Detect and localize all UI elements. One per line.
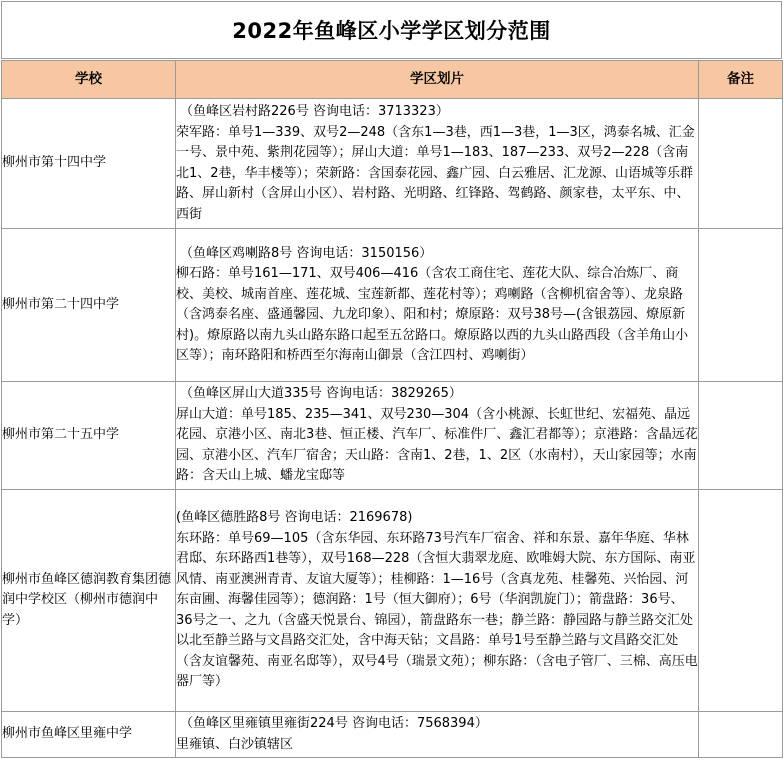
district-area: 东环路：单号69—105（含东华园、东环路73号汽车厂宿舍、祥和东景、嘉年华庭、华林君邸、东环路西1巷等），双号168—228（含恒大翡翠龙庭、欧唯姆大院、东方国际、南亚风情、南亚澳洲青青、友谊大厦等）；桂柳路：1—16号（含真龙苑、桂馨苑、兴怡园、河东亩圃、海馨佳园等）；德润路：1号（恒大御府）；6号（华润凯旋门）；箭盘路：36号、36号之一、之九（含盛天悦景台、锦园），箭盘路东一巷；静兰路：静园路与静兰路交汇处以北至静兰路与文昌路交汇处，含中海天钻；文昌路：单号1号至静兰路与文昌路交汇处（含友谊馨苑、南亚名邸等），双号4号（瑞景文苑）；柳东路：（含电子管厂、三棉、高压电器厂等）: [176, 530, 698, 690]
district-cell: [176, 382, 699, 490]
note-cell: [699, 382, 783, 490]
district-cell: [176, 99, 699, 229]
table-row: [2, 490, 783, 712]
school-contact: （鱼峰区里雍镇里雍街224号 咨询电话：7568394）: [180, 716, 488, 731]
district-cell: [176, 229, 699, 382]
school-contact: (鱼峰区德胜路8号 咨询电话：2169678): [176, 510, 413, 526]
table-row: [2, 382, 783, 490]
school-contact: （鱼峰区鸡喇路8号 咨询电话：3150156）: [180, 245, 433, 261]
note-cell: [699, 99, 783, 229]
header-school: 学校: [2, 61, 176, 99]
district-area: 柳石路：单号161—171、双号406—416（含农工商住宅、莲花大队、综合冶炼厂、商校、美校、城南首座、莲花城、宝莲新都、莲花村等）；鸡喇路（含柳机宿舍等）、龙泉路（含鸿泰名座、盛通馨园、九龙印象）、阳和村；燎原路：双号38号—(含银荔园、燎原新村)。燎原路以南九头山路东路口起至五岔路口。燎原路以西的九头山路西段（含羊角山小区等）；南环路阳和桥西至尔海南山御景（含江四村、鸡喇街）: [176, 266, 689, 363]
note-cell: [699, 229, 783, 382]
district-area: 里雍镇、白沙镇辖区: [176, 736, 294, 752]
district-table: [1, 60, 783, 758]
note-cell: [699, 712, 783, 758]
district-cell: [176, 490, 699, 712]
school-contact: （鱼峰区屏山大道335号 咨询电话：3829265）: [180, 386, 462, 402]
school-name: 柳州市第十四中学: [2, 99, 176, 229]
table-row: [2, 229, 783, 382]
school-name: 柳州市第二十四中学: [2, 229, 176, 382]
table-header-row: [2, 61, 783, 99]
school-name: 柳州市鱼峰区德润教育集团德润中学校区（柳州市德润中学）: [2, 490, 176, 712]
note-cell: [699, 490, 783, 712]
district-area: 屏山大道：单号185、235—341、双号230—304（含小桃源、长虹世纪、宏福苑、晶远花园、京港小区、南北3巷、恒正楼、汽车厂、标准件厂、鑫汇君都等）；京港路：含晶远花园、京港小区、汽车厂宿舍；天山路：含南1、2巷，1、2区（水南村），天山家园等；水南路：含天山上城、蟠龙宝邸等: [176, 406, 698, 484]
table-row: [2, 712, 783, 758]
header-district: 学区划片: [176, 61, 699, 99]
district-cell: [176, 712, 699, 758]
table-row: [2, 99, 783, 229]
school-contact: （鱼峰区岩村路226号 咨询电话：3713323）: [180, 104, 449, 119]
school-name: 柳州市第二十五中学: [2, 382, 176, 490]
header-note: 备注: [699, 61, 783, 99]
district-area: 荣军路：单号1—339、双号2—248（含东1—3巷，西1—3巷，1—3区，鸿泰名城、汇金一号、景中苑、紫荆花园等）；屏山大道：单号1—183、187—233、双号2—228（含南北1、2巷，华丰楼等）；荣新路：含国泰花园、鑫广园、白云雅居、汇龙源、山语城等乐群路、屏山新村（含屏山小区）、岩村路、光明路、红锋路、驾鹤路、颜家巷，太平东、中、西街: [176, 124, 695, 222]
page-title: 2022年鱼峰区小学学区划分范围: [1, 1, 782, 59]
school-name: 柳州市鱼峰区里雍中学: [2, 712, 176, 758]
